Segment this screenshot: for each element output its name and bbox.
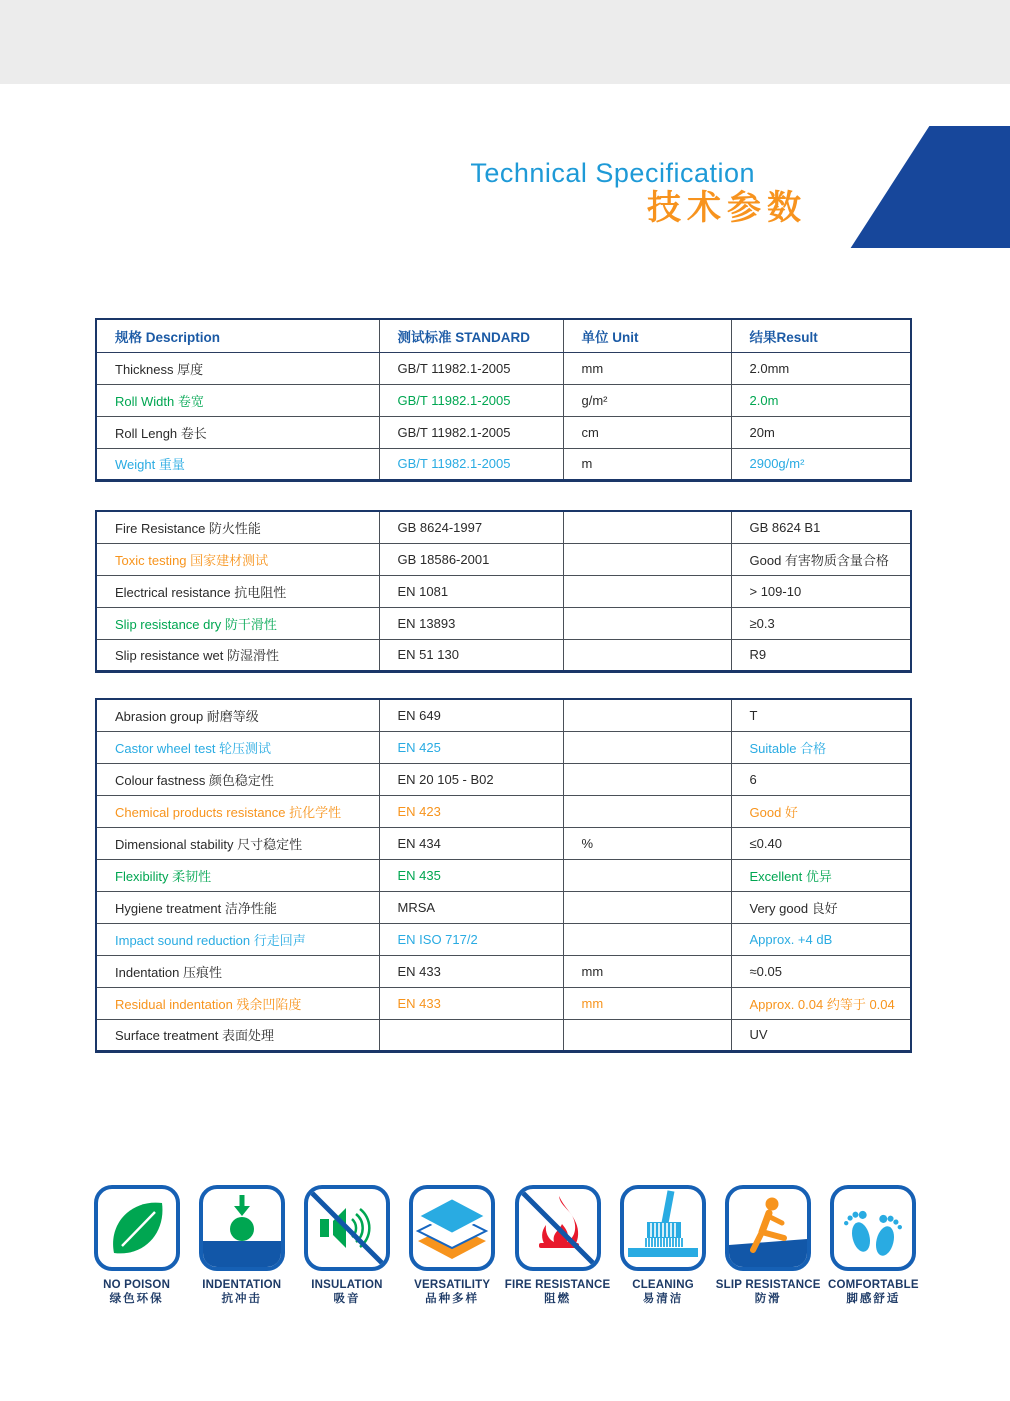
table-row bbox=[96, 699, 911, 731]
feature-fire-resistance bbox=[505, 1185, 611, 1306]
table-cell: Good 有害物质含量合格 bbox=[731, 543, 911, 575]
table-cell: Hygiene treatment 洁净性能 bbox=[96, 891, 379, 923]
table-cell bbox=[563, 639, 731, 671]
table-cell: Surface treatment 表面处理 bbox=[96, 1019, 379, 1051]
layers-icon bbox=[409, 1185, 495, 1271]
page-title-chinese: 技术参数 bbox=[647, 189, 807, 227]
table-cell: EN 51 130 bbox=[379, 639, 563, 671]
feature-label: FIRE RESISTANCE 阻燃 bbox=[504, 1279, 611, 1305]
table-row bbox=[96, 891, 911, 923]
table-row bbox=[96, 923, 911, 955]
table-cell: g/m² bbox=[563, 384, 731, 416]
table-cell: EN ISO 717/2 bbox=[379, 923, 563, 955]
table-cell: Roll Width 卷宽 bbox=[96, 384, 379, 416]
table-cell: mm bbox=[563, 955, 731, 987]
table-cell: GB/T 11982.1-2005 bbox=[379, 448, 563, 480]
table-cell: EN 1081 bbox=[379, 575, 563, 607]
table-cell: ≤0.40 bbox=[731, 827, 911, 859]
page-title-english: Technical Specification bbox=[470, 158, 755, 188]
table-cell: GB/T 11982.1-2005 bbox=[379, 352, 563, 384]
table-cell bbox=[563, 731, 731, 763]
header-band bbox=[0, 0, 1010, 84]
table-cell: Suitable 合格 bbox=[731, 731, 911, 763]
table-row bbox=[96, 511, 911, 543]
spec-table-performance bbox=[95, 698, 910, 1053]
feature-insulation bbox=[294, 1185, 399, 1306]
table-cell: Dimensional stability 尺寸稳定性 bbox=[96, 827, 379, 859]
table-cell bbox=[563, 891, 731, 923]
table-cell: Impact sound reduction 行走回声 bbox=[96, 923, 379, 955]
table-header-cell: 测试标准 STANDARD bbox=[379, 319, 563, 352]
table-cell: Residual indentation 残余凹陷度 bbox=[96, 987, 379, 1019]
table-cell: EN 423 bbox=[379, 795, 563, 827]
table-cell: Colour fastness 颜色稳定性 bbox=[96, 763, 379, 795]
feature-label: NO POISON 绿色环保 bbox=[103, 1279, 171, 1305]
table-cell: Excellent 优异 bbox=[731, 859, 911, 891]
table-cell: 20m bbox=[731, 416, 911, 448]
table-cell: GB 8624 B1 bbox=[731, 511, 911, 543]
no-fire-icon bbox=[515, 1185, 601, 1271]
footprints-icon bbox=[830, 1185, 916, 1271]
table-cell: EN 20 105 - B02 bbox=[379, 763, 563, 795]
table-row bbox=[96, 763, 911, 795]
table-row bbox=[96, 827, 911, 859]
table-cell: EN 649 bbox=[379, 699, 563, 731]
table-row bbox=[96, 639, 911, 671]
table-cell: Good 好 bbox=[731, 795, 911, 827]
table-cell: GB 8624-1997 bbox=[379, 511, 563, 543]
page-title-block bbox=[470, 158, 807, 226]
table-cell: Castor wheel test 轮压测试 bbox=[96, 731, 379, 763]
feature-label: CLEANING 易清洁 bbox=[632, 1279, 694, 1305]
table-cell: Flexibility 柔韧性 bbox=[96, 859, 379, 891]
table-cell bbox=[379, 1019, 563, 1051]
feature-icon-row bbox=[0, 1185, 1010, 1306]
table-row bbox=[96, 955, 911, 987]
table-cell: ≥0.3 bbox=[731, 607, 911, 639]
table-row bbox=[96, 795, 911, 827]
table-cell: Fire Resistance 防火性能 bbox=[96, 511, 379, 543]
feature-label: INDENTATION 抗冲击 bbox=[202, 1279, 282, 1305]
feature-cleaning bbox=[610, 1185, 715, 1306]
table-cell: Roll Lengh 卷长 bbox=[96, 416, 379, 448]
table-header-cell: 结果Result bbox=[731, 319, 911, 352]
spec-table bbox=[95, 318, 912, 482]
table-cell: Very good 良好 bbox=[731, 891, 911, 923]
table-cell: Slip resistance wet 防湿滑性 bbox=[96, 639, 379, 671]
table-cell: UV bbox=[731, 1019, 911, 1051]
table-cell: EN 433 bbox=[379, 987, 563, 1019]
table-cell: Weight 重量 bbox=[96, 448, 379, 480]
feature-indentation bbox=[189, 1185, 294, 1306]
feature-versatility bbox=[400, 1185, 505, 1306]
table-cell: Electrical resistance 抗电阻性 bbox=[96, 575, 379, 607]
corner-decoration bbox=[818, 126, 1010, 248]
feature-slip-resistance bbox=[716, 1185, 821, 1306]
table-cell: MRSA bbox=[379, 891, 563, 923]
table-cell: Toxic testing 国家建材测试 bbox=[96, 543, 379, 575]
table-cell: Chemical products resistance 抗化学性 bbox=[96, 795, 379, 827]
table-row bbox=[96, 859, 911, 891]
table-row bbox=[96, 384, 911, 416]
feature-label: INSULATION 吸音 bbox=[311, 1279, 383, 1305]
table-cell: EN 435 bbox=[379, 859, 563, 891]
table-row bbox=[96, 987, 911, 1019]
table-row bbox=[96, 416, 911, 448]
table-cell: 2.0mm bbox=[731, 352, 911, 384]
table-cell bbox=[563, 795, 731, 827]
table-cell: EN 433 bbox=[379, 955, 563, 987]
table-row bbox=[96, 575, 911, 607]
leaf-icon bbox=[94, 1185, 180, 1271]
table-cell: Slip resistance dry 防干滑性 bbox=[96, 607, 379, 639]
spec-table-safety bbox=[95, 510, 910, 673]
table-cell bbox=[563, 763, 731, 795]
table-cell bbox=[563, 1019, 731, 1051]
feature-label: SLIP RESISTANCE 防滑 bbox=[715, 1279, 821, 1305]
table-cell: 6 bbox=[731, 763, 911, 795]
table-cell: GB/T 11982.1-2005 bbox=[379, 416, 563, 448]
table-cell: T bbox=[731, 699, 911, 731]
table-cell bbox=[563, 575, 731, 607]
table-cell: mm bbox=[563, 987, 731, 1019]
speaker-muted-icon bbox=[304, 1185, 390, 1271]
table-row bbox=[96, 607, 911, 639]
ball-drop-icon bbox=[199, 1185, 285, 1271]
broom-icon bbox=[620, 1185, 706, 1271]
table-cell: 2.0m bbox=[731, 384, 911, 416]
table-cell: mm bbox=[563, 352, 731, 384]
table-row bbox=[96, 448, 911, 480]
spec-table bbox=[95, 510, 912, 673]
table-cell: % bbox=[563, 827, 731, 859]
table-row bbox=[96, 543, 911, 575]
table-cell bbox=[563, 543, 731, 575]
table-cell: ≈0.05 bbox=[731, 955, 911, 987]
table-cell bbox=[563, 923, 731, 955]
table-cell: cm bbox=[563, 416, 731, 448]
table-header-row bbox=[96, 319, 911, 352]
table-cell: Indentation 压痕性 bbox=[96, 955, 379, 987]
table-cell: Abrasion group 耐磨等级 bbox=[96, 699, 379, 731]
table-cell: Approx. 0.04 约等于 0.04 bbox=[731, 987, 911, 1019]
table-cell: > 109-10 bbox=[731, 575, 911, 607]
table-cell bbox=[563, 607, 731, 639]
table-row bbox=[96, 731, 911, 763]
table-cell bbox=[563, 511, 731, 543]
table-header-cell: 规格 Description bbox=[96, 319, 379, 352]
table-cell: EN 425 bbox=[379, 731, 563, 763]
table-cell: GB/T 11982.1-2005 bbox=[379, 384, 563, 416]
slipping-person-icon bbox=[725, 1185, 811, 1271]
feature-label: VERSATILITY 品种多样 bbox=[414, 1279, 491, 1305]
feature-no-poison bbox=[84, 1185, 189, 1306]
table-cell: EN 13893 bbox=[379, 607, 563, 639]
table-cell: GB 18586-2001 bbox=[379, 543, 563, 575]
table-cell bbox=[563, 699, 731, 731]
table-row bbox=[96, 1019, 911, 1051]
table-cell: R9 bbox=[731, 639, 911, 671]
table-cell: 2900g/m² bbox=[731, 448, 911, 480]
table-header-cell: 单位 Unit bbox=[563, 319, 731, 352]
feature-label: COMFORTABLE 脚感舒适 bbox=[828, 1279, 919, 1305]
spec-table bbox=[95, 698, 912, 1053]
table-cell: EN 434 bbox=[379, 827, 563, 859]
table-cell: m bbox=[563, 448, 731, 480]
table-row bbox=[96, 352, 911, 384]
spec-table-dimensions bbox=[95, 318, 910, 482]
table-cell bbox=[563, 859, 731, 891]
table-cell: Approx. +4 dB bbox=[731, 923, 911, 955]
feature-comfortable bbox=[821, 1185, 926, 1306]
table-cell: Thickness 厚度 bbox=[96, 352, 379, 384]
